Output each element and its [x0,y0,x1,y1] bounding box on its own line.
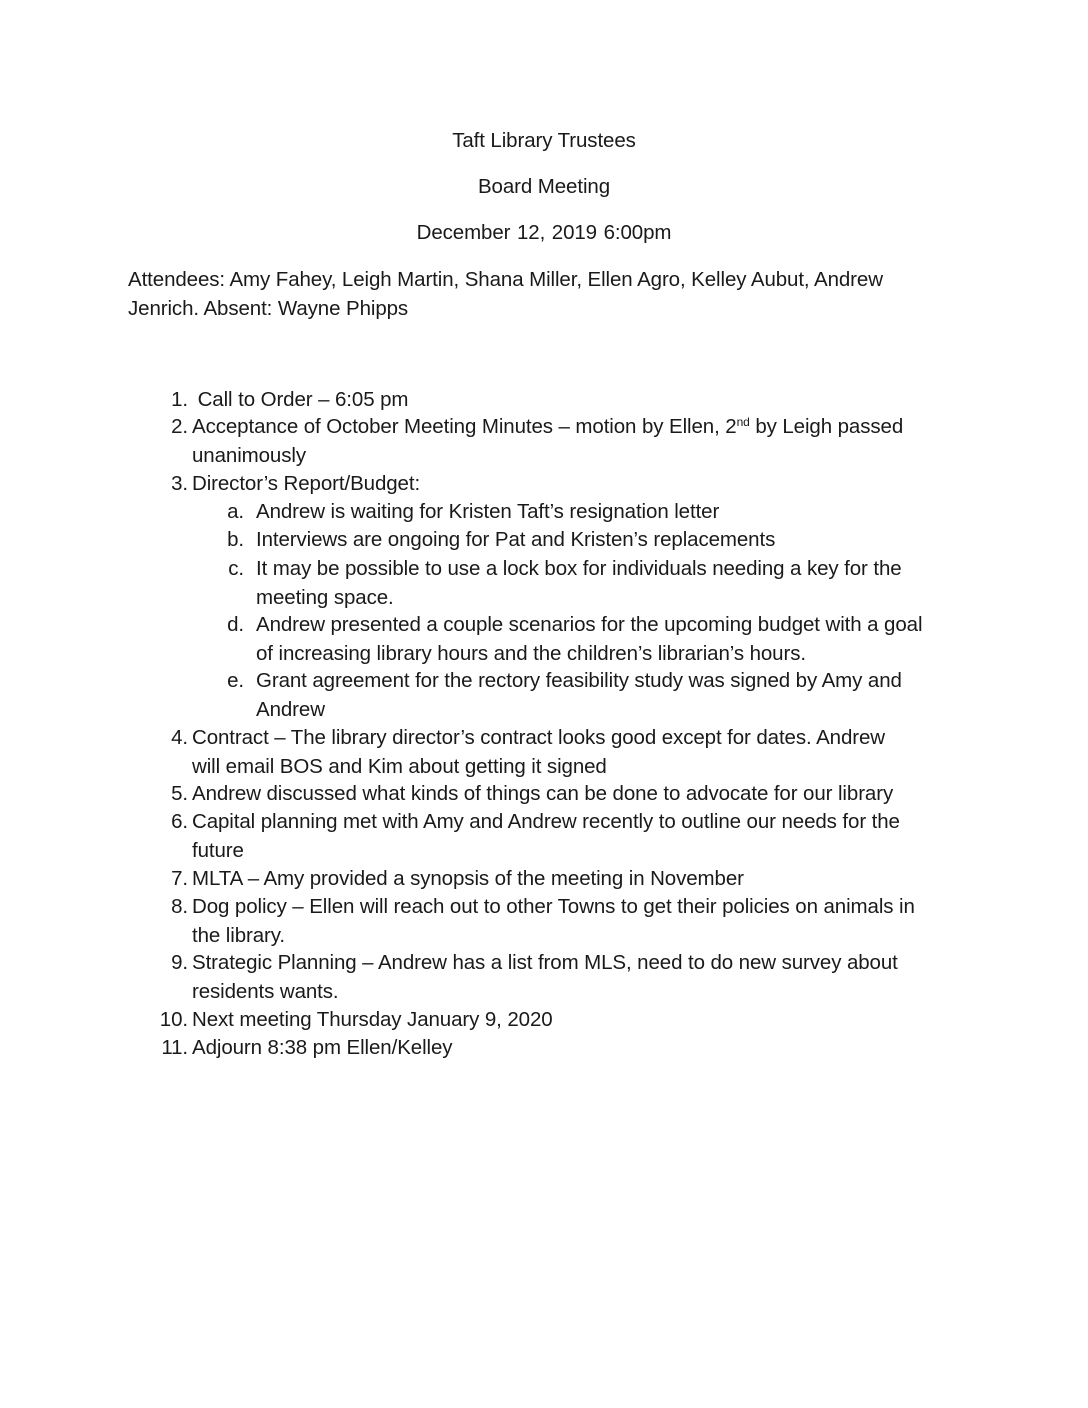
sub-item-letter: c. [228,557,244,580]
sub-item-text: It may be possible to use a lock box for individuals needing a key for the [256,557,902,580]
attendees-line: Attendees: Amy Fahey, Leigh Martin, Shana Miller, Ellen Agro, Kelley Aubut, Andrew [128,268,883,291]
sub-item-text: Andrew presented a couple scenarios for the upcoming budget with a goal [256,613,923,636]
sub-item-text: of increasing library hours and the children’s librarian’s hours. [256,641,806,665]
item-text: Adjourn 8:38 pm Ellen/Kelley [192,1036,453,1059]
sub-item-letter: d. [227,613,244,636]
sub-item-text: Andrew is waiting for Kristen Taft’s resignation letter [256,500,720,523]
sub-item-text: Interviews are ongoing for Pat and Kristen’s replacements [256,528,776,551]
item-number: 9. [171,951,188,974]
item-text: Dog policy – Ellen will reach out to other Towns to get their policies on animals in [192,895,915,918]
sub-item-text: Andrew [256,697,325,721]
item-text: Call to Order – 6:05 pm [192,388,409,411]
item-number: 8. [171,895,188,918]
item-number: 7. [171,867,188,890]
item-text: Next meeting Thursday January 9, 2020 [192,1008,553,1031]
document-title: Taft Library Trustees [452,129,636,152]
meeting-datetime: December 12, 2019 6:00pm [416,221,672,244]
item-text: will email BOS and Kim about getting it signed [192,754,607,778]
item-text: MLTA – Amy provided a synopsis of the meeting in November [192,867,744,890]
item-text [192,413,962,442]
sub-item-text: meeting space. [256,585,394,609]
sub-item-letter: b. [227,528,244,551]
document-subtitle: Board Meeting [477,175,611,198]
item-number: 3. [171,472,188,495]
item-number: 1. [171,388,188,411]
item-text-part: by Leigh passed [749,415,904,438]
item-number: 4. [171,726,188,749]
item-number: 11. [161,1036,188,1059]
item-text: Contract – The library director’s contract looks good except for dates. Andrew [192,726,885,749]
item-number: 5. [171,782,188,805]
item-text: Director’s Report/Budget: [192,472,421,495]
sub-item-letter: a. [227,500,244,523]
item-text: future [192,838,244,862]
attendees-line: Jenrich. Absent: Wayne Phipps [128,296,409,320]
item-text: Andrew discussed what kinds of things can be done to advocate for our library [192,782,894,805]
item-text: Strategic Planning – Andrew has a list from MLS, need to do new survey about [192,951,898,974]
attendees-paragraph [128,266,948,323]
item-number: 2. [171,415,188,438]
item-text: the library. [192,923,285,947]
item-number: 10. [159,1008,188,1031]
sub-item-letter: e. [227,669,244,692]
item-text-part: Acceptance of October Meeting Minutes – motion by Ellen, 2 [192,415,737,438]
item-text: unanimously [192,443,306,467]
item-number: 6. [171,810,188,833]
item-text: Capital planning met with Amy and Andrew recently to outline our needs for the [192,810,900,833]
ordinal-suffix: nd [736,415,750,429]
sub-item-text: Grant agreement for the rectory feasibility study was signed by Amy and [256,669,902,692]
item-text: residents wants. [192,979,339,1003]
